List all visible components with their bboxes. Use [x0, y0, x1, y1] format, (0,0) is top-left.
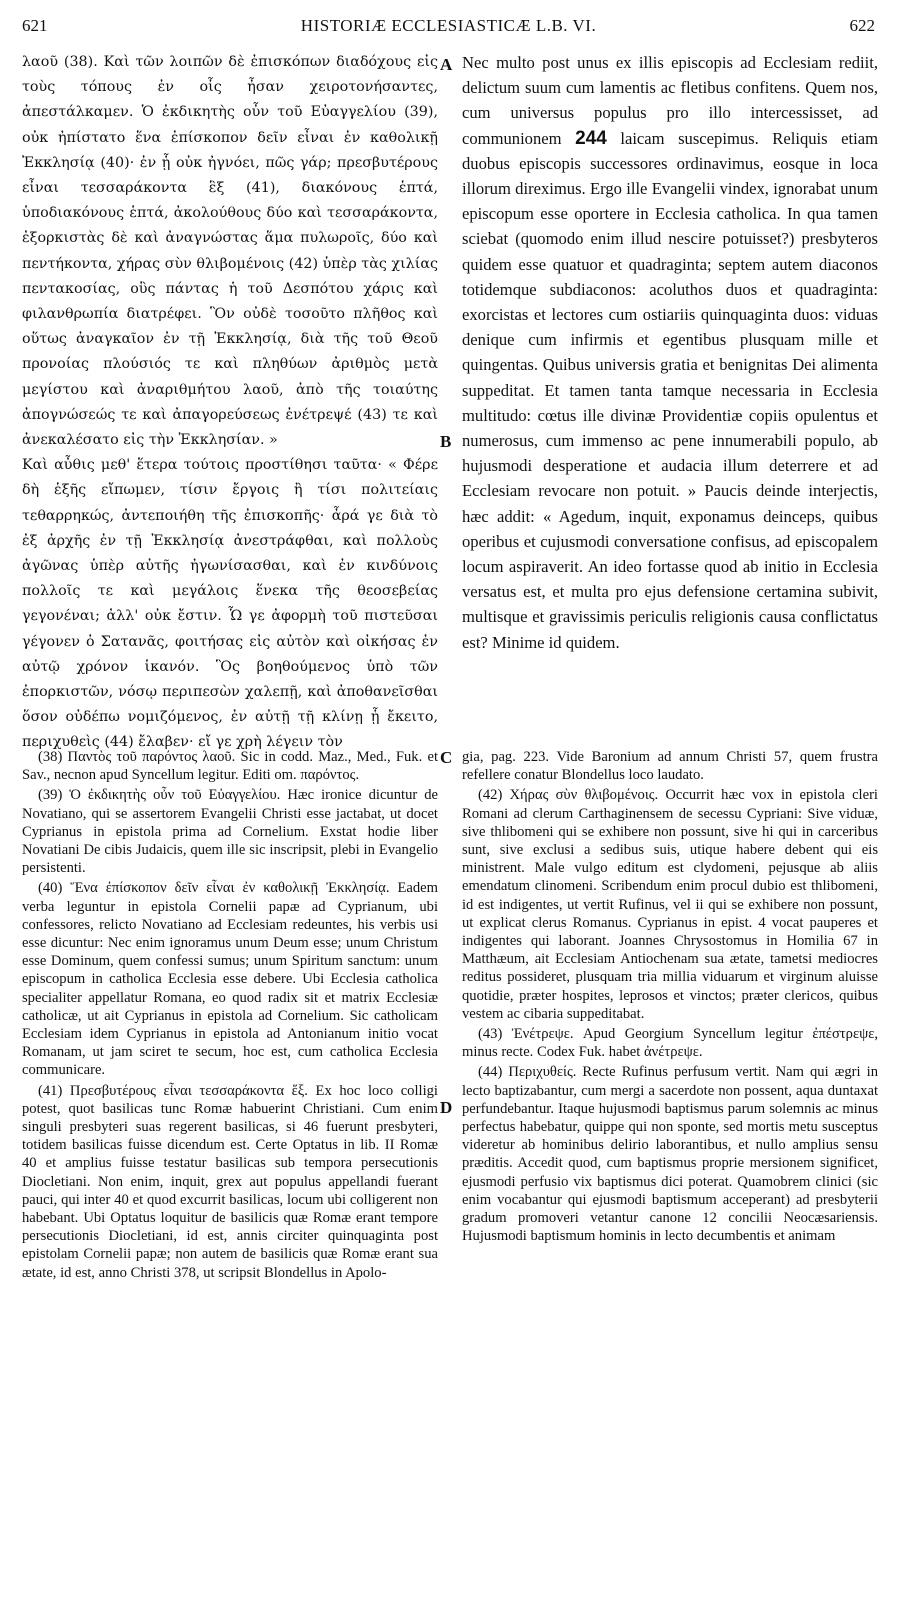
margin-letter-c: C — [440, 748, 453, 767]
greek-text-column — [22, 50, 438, 756]
left-page-number: 621 — [22, 16, 48, 35]
footnote: gia, pag. 223. Vide Baronium ad annum Christi 57, quem frustra refellere conatur Blondellus loco laudato. — [462, 749, 878, 784]
footnotes-left-column — [22, 748, 438, 1284]
greek-paragraph: Καὶ αὖθις μεθ' ἕτερα τούτοις προστίθησι ταῦτα· « Φέρε δὴ ἑξῆς εἴπωμεν, τίσιν ἔργοις ἢ τίσι πολιτείαις τεθαρρηκώς, ἀντεποιήθη τῆς ἐπισκοπῆς· ἆρά γε διὰ τὸ ἐξ ἀρχῆς ἐν τῇ Ἐκκλησίᾳ ἀνεστράφθαι, καὶ πολλοὺς ἀγῶνας ὑπὲρ αὐτῆς ἠγωνίσασθαι, καὶ ἐν κινδύνοις πολλοῖς τε καὶ μεγάλοις ἕνεκα τῆς θεοσεβείας γεγονέναι; ἀλλ' οὐκ ἔστιν. Ὧ γε ἀφορμὴ τοῦ πιστεῦσαι γέγονεν ὁ Σατανᾶς, φοιτήσας εἰς αὐτὸν καὶ οἰκήσας ἐν αὐτῷ χρόνον ἱκανόν. Ὃς βοηθούμενος ὑπὸ τῶν ἐπορκιστῶν, νόσῳ περιπεσὼν χαλεπῇ, καὶ ἀποθανεῖσθαι ὅσον οὐδέπω νομιζόμενος, ἐν αὐτῇ τῇ κλίνῃ ᾗ ἔκειτο, περιχυθεὶς (44) ἔλαβεν· εἴ γε χρὴ λέγειν τὸν — [22, 457, 438, 751]
footnote: (40) Ἕνα ἐπίσκοπον δεῖν εἶναι ἐν καθολικῇ Ἐκκλησίᾳ. Eadem verba leguntur in epistola Cornelii papæ ad Cyprianum, ubi confessores, relicto Novatiano ad Ecclesiam redeuntes, his verbis usi esse dicuntur: Nec enim ignoramus unum Deum esse; unum Christum esse Dominum, quem confessi sumus; unum Spiritum sanctum: unum episcopum in catholica Ecclesia esse debere. Ubi Ecclesia catholica specialiter appellatur Romana, eo quod radix sit et matrix Ecclesiæ catholicæ, ut ait Cyprianus in epistola ad Cornelium. Sic catholicam Ecclesiam idem Cyprianus in epistola ad Antonianum initio vocat Romanam, ut jam sciret te secum, hoc est, cum catholica Ecclesia communicare. — [22, 880, 438, 1079]
latin-text-part: Nec multo post unus ex illis episcopis ad Ecclesiam rediit, delictum suum cum lamentis ac fletibus confitens. Quem nos, cum universus populus pro illo intercessisset, ad communionem — [462, 53, 878, 148]
margin-letter-d: D — [440, 1098, 453, 1117]
footnote: (44) Περιχυθείς. Recte Rufinus perfusum vertit. Nam qui ægri in lecto baptizabantur, cum mergi a sacerdote non possent, aqua duntaxat perfundebantur. Itaque hujusmodi baptismus parum solemnis ac minus perfectus habebatur, quippe qui non sponte, sed mortis metu susceptus videretur ab hominibus delirio laborantibus, et nullo amplius sensu præditis. Accedit quod, cum baptismus proprie mersionem significet, ejusmodi perfusio vix baptismus dici poterat. Quamobrem clinici (sic enim vocabantur qui ejusmodi baptismum acceperant) ad presbyterii gradum promoveri vetantur canone 12 concilii Neocæsariensis. Hujusmodi baptismum hominis in lecto decumbentis et animam — [462, 1064, 878, 1245]
footnotes-right-column — [462, 748, 878, 1247]
latin-text-part: laicam suscepimus. Reliquis etiam duobus episcopis successores ordinavimus, eosque in loca illorum direximus. Ergo ille Evangelii vindex, ignorabat unum episcopum esse oportere in Ecclesia catholica. In qua tamen sciebat (quomodo enim illud nescire potuisset?) presbyteros quidem esse quatuor et quadraginta; septem autem diaconos totidemque subdiaconos: acoluthos duos et quadraginta: exorcistas et lectores cum ostiariis quinquaginta duos: viduas denique cum infirmis et egentibus plusquam mille et quingentas. Quibus universis gratia et benignitas Dei alimenta suppeditat. Et tamen tanta tamque necessaria in Ecclesia multitudo: cœtus ille divinæ Providentiæ copiis opulentus et numerosus, cum immenso ac pene innumerabili populo, ab hujusmodi desperatione et audacia illum deterrere et ad Ecclesiam revocare non potuit. » Paucis deinde interjectis, hæc addit: « Agedum, inquit, exponamus deinceps, quibus operibus et cujusmodi conversatione confisus, ad episcopalem locum aspiraverit. An ideo fortasse quod ab initio in Ecclesia versatus est, et multa pro ejus defensione certamina subivit, multisque et gravissimis periculis religionis causa conflictatus est? Minime id quidem. — [462, 128, 878, 652]
latin-paragraph — [462, 50, 878, 655]
latin-text-column — [462, 50, 878, 655]
margin-letter-a: A — [440, 55, 453, 74]
footnote: (43) Ἐνέτρεψε. Apud Georgium Syncellum legitur ἐπέστρεψε, minus recte. Codex Fuk. habet ἀνέτρεψε. — [462, 1026, 878, 1061]
page-marker: 244 — [575, 127, 607, 149]
right-page-number: 622 — [849, 16, 875, 35]
running-title: HISTORIÆ ECCLESIASTICÆ L.B. VI. — [300, 16, 597, 35]
running-header — [22, 10, 875, 40]
margin-letter-b: B — [440, 432, 452, 451]
footnote: (39) Ὁ ἐκδικητὴς οὖν τοῦ Εὐαγγελίου. Hæc ironice dicuntur de Novatiano, qui se assertorem Evangelii Christi esse jactabat, ut docet Cyprianus in epistola prima ad Cornelium. Exstat hodie liber Novatiani De cibis Judaicis, quem ille sic inscripsit, plebi in Evangelio persistenti. — [22, 787, 438, 877]
footnote: (41) Πρεσβυτέρους εἶναι τεσσαράκοντα ἕξ. Ex hoc loco colligi potest, quot basilicas tunc Romæ habuerint Christiani. Cum enim singuli presbyteri suas regerent basilicas, si 46 fuerunt presbyteri, totidem basilicas fuisse dicendum est. Certe Optatus in lib. II Romæ 40 et amplius fuisse testatur basilicas sub tempora persecutionis Diocletiani. Non enim, inquit, grex aut populus appellandi fuerant pauci, qui inter 40 et quod excurrit basilicas, locum ubi colligerent non habebant. Ubi Optatus loquitur de basilicis quæ Romæ erant tempore persecutionis Diocletiani, id est, annis circiter quinquaginta post epistolam Cornelii papæ; non autem de basilicis quæ Romæ erant sua ætate, id est, anno Christi 378, ut scripsit Blondellus in Apolo- — [22, 1082, 438, 1281]
greek-paragraph: λαοῦ (38). Καὶ τῶν λοιπῶν δὲ ἐπισκόπων διαδόχους εἰς τοὺς τόπους ἐν οἷς ἦσαν χειροτονήσαντες, ἀπεστάλκαμεν. Ὁ ἐκδικητὴς οὖν τοῦ Εὐαγγελίου (39), οὐκ ἠπίστατο ἕνα ἐπίσκοπον δεῖν εἶναι ἐν καθολικῇ Ἐκκλησίᾳ (40)· ἐν ᾗ οὐκ ἠγνόει, πῶς γάρ; πρεσβυτέρους εἶναι τεσσαράκοντα ἓξ (41), διακόνους ἑπτά, ὑποδιακόνους ἑπτά, ἀκολούθους δύο καὶ τεσσαράκοντα, ἐξορκιστὰς δὲ καὶ ἀναγνώστας ἅμα πυλωροῖς, δύο καὶ πεντήκοντα, χήρας σὺν θλιβομένοις (42) ὑπὲρ τὰς χιλίας πεντακοσίας, οὓς πάντας ἡ τοῦ Δεσπότου χάρις καὶ φιλανθρωπία διατρέφει. Ὃν οὐδὲ τοσοῦτο πλῆθος καὶ οὕτως ἀναγκαῖον ἐν τῇ Ἐκκλησίᾳ, διὰ τῆς τοῦ Θεοῦ προνοίας πλούσιός τε καὶ πληθύων ἀριθμὸς μετὰ μεγίστου καὶ ἀναριθμήτου λαοῦ, ἀπὸ τῆς τοιαύτης ἀπογνώσεώς τε καὶ ἀπαγορεύσεως ἐνέτρεψέ (43) τε καὶ ἀνεκαλέσατο εἰς τὴν Ἐκκλησίαν. » — [22, 54, 438, 449]
footnote: (42) Χήρας σὺν θλιβομένοις. Occurrit hæc vox in epistola cleri Romani ad clerum Carthaginensem de secessu Cypriani: Sive viduæ, sive thlibomeni qui se exhibere non possunt, sive hi qui in carceribus sunt, sive exclusi a sedibus suis, utique habere debent qui eis ministrent. Male vulgo editum est clydomeni, pejusque ab aliis emendatum clinomeni. Scribendum enim procul dubio est thlibomeni, id est indigentes, ut vertit Rufinus, vel ii qui se exhibere non possunt, ut explicat clerus Romanus. Cyprianus in epist. 4 vocat pauperes et indigentes qui laborant. Joannes Chrysostomus in Homilia 67 in Matthæum, ait Ecclesiam Antiochenam sua ætate, tametsi mediocres reditus possideret, plusquam tria millia viduarum et virginum aluisse quotidie, præter hospites, leprosos et vinctos; præter clericos, quibus vestem ac cibaria suppeditabat. — [462, 787, 878, 1022]
footnote: (38) Παντὸς τοῦ παρόντος λαοῦ. Sic in codd. Maz., Med., Fuk. et Sav., necnon apud Syncellum legitur. Editi om. παρόντος. — [22, 749, 438, 784]
